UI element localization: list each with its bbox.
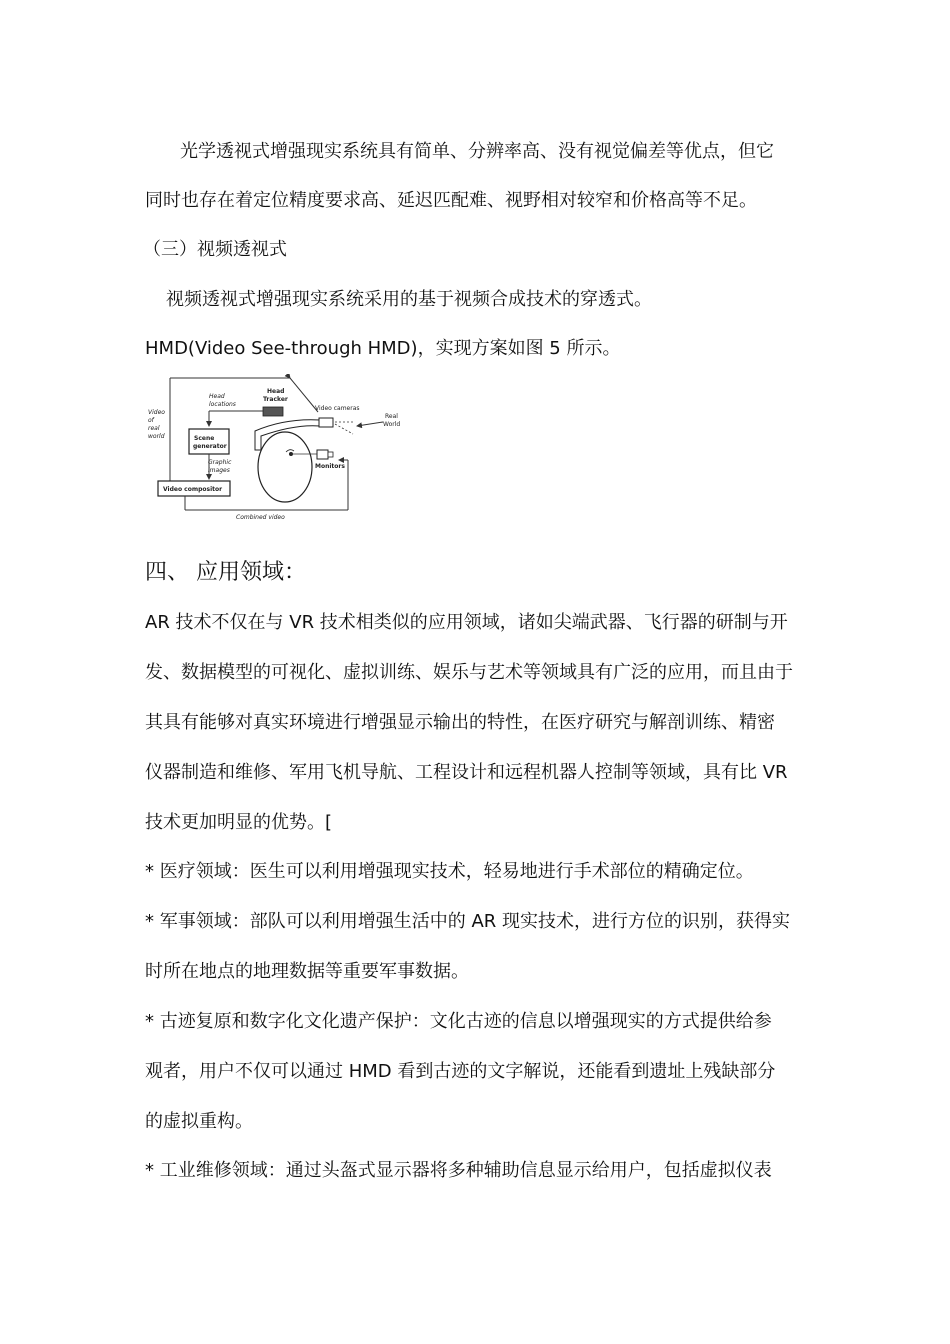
paragraph-applications-line-4: 仪器制造和维修、军用飞机导航、工程设计和远程机器人控制等领域，具有比 VR: [145, 762, 788, 783]
label-graphic-images-2: images: [208, 467, 230, 474]
bullet-medical: * 医疗领域：医生可以利用增强现实技术，轻易地进行手术部位的精确定位。: [145, 861, 754, 882]
paragraph-applications-line-2: 发、数据模型的可视化、虚拟训练、娱乐与艺术等领域具有广泛的应用，而且由于: [145, 662, 793, 683]
bullet-military-line-2: 时所在地点的地理数据等重要军事数据。: [145, 961, 469, 982]
monitor-box: [317, 450, 328, 459]
head-tracker-box: [263, 407, 283, 416]
paragraph-applications-line-3: 其具有能够对真实环境进行增强显示输出的特性，在医疗研究与解剖训练、精密: [145, 712, 775, 733]
label-scene-generator-2: generator: [193, 443, 227, 450]
bullet-heritage-line-3: 的虚拟重构。: [145, 1111, 253, 1132]
label-head-locations-2: locations: [209, 401, 236, 408]
label-real-world-1: Real: [385, 413, 398, 420]
label-video-of-real-world-4: world: [148, 433, 165, 440]
label-combined-video: Combined video: [236, 514, 285, 521]
paragraph-applications-line-1: AR 技术不仅在与 VR 技术相类似的应用领域，诸如尖端武器、飞行器的研制与开: [145, 612, 788, 633]
camera-box: [319, 418, 333, 427]
label-video-compositor: Video compositor: [163, 486, 223, 493]
label-head-tracker-2: Tracker: [263, 396, 288, 403]
label-video-of-real-world-2: of: [148, 417, 154, 424]
paragraph-optical-line-1: 光学透视式增强现实系统具有简单、分辨率高、没有视觉偏差等优点，但它: [180, 141, 774, 162]
label-graphic-images-1: Graphic: [208, 459, 232, 466]
bullet-heritage-line-1: * 古迹复原和数字化文化遗产保护：文化古迹的信息以增强现实的方式提供给参: [145, 1011, 772, 1032]
label-video-of-real-world-3: real: [148, 425, 160, 432]
paragraph-applications-line-5: 技术更加明显的优势。[: [145, 812, 333, 833]
label-monitors: Monitors: [315, 463, 345, 470]
label-real-world-2: World: [383, 421, 401, 428]
label-scene-generator-1: Scene: [194, 435, 215, 442]
label-head-locations-1: Head: [209, 393, 225, 400]
paragraph-video-line-1: 视频透视式增强现实系统采用的基于视频合成技术的穿透式。: [166, 289, 652, 310]
bullet-industrial-line-1: * 工业维修领域：通过头盔式显示器将多种辅助信息显示给用户，包括虚拟仪表: [145, 1160, 772, 1181]
section-heading-applications: 四、 应用领域：: [145, 560, 306, 585]
label-video-cameras: Video cameras: [315, 405, 360, 412]
bullet-heritage-line-2: 观者，用户不仅可以通过 HMD 看到古迹的文字解说，还能看到遗址上残缺部分: [145, 1061, 776, 1082]
label-head-tracker-1: Head: [267, 388, 285, 395]
video-see-through-diagram: [145, 374, 410, 522]
subheading-video-see-through: （三）视频透视式: [143, 239, 287, 260]
user-head: [258, 432, 312, 502]
label-video-of-real-world-1: Video: [148, 409, 165, 416]
paragraph-video-line-2: HMD(Video See-through HMD)，实现方案如图 5 所示。: [145, 338, 621, 359]
paragraph-optical-line-2: 同时也存在着定位精度要求高、延迟匹配难、视野相对较窄和价格高等不足。: [145, 190, 757, 211]
bullet-military-line-1: * 军事领域：部队可以利用增强生活中的 AR 现实技术，进行方位的识别，获得实: [145, 911, 790, 932]
